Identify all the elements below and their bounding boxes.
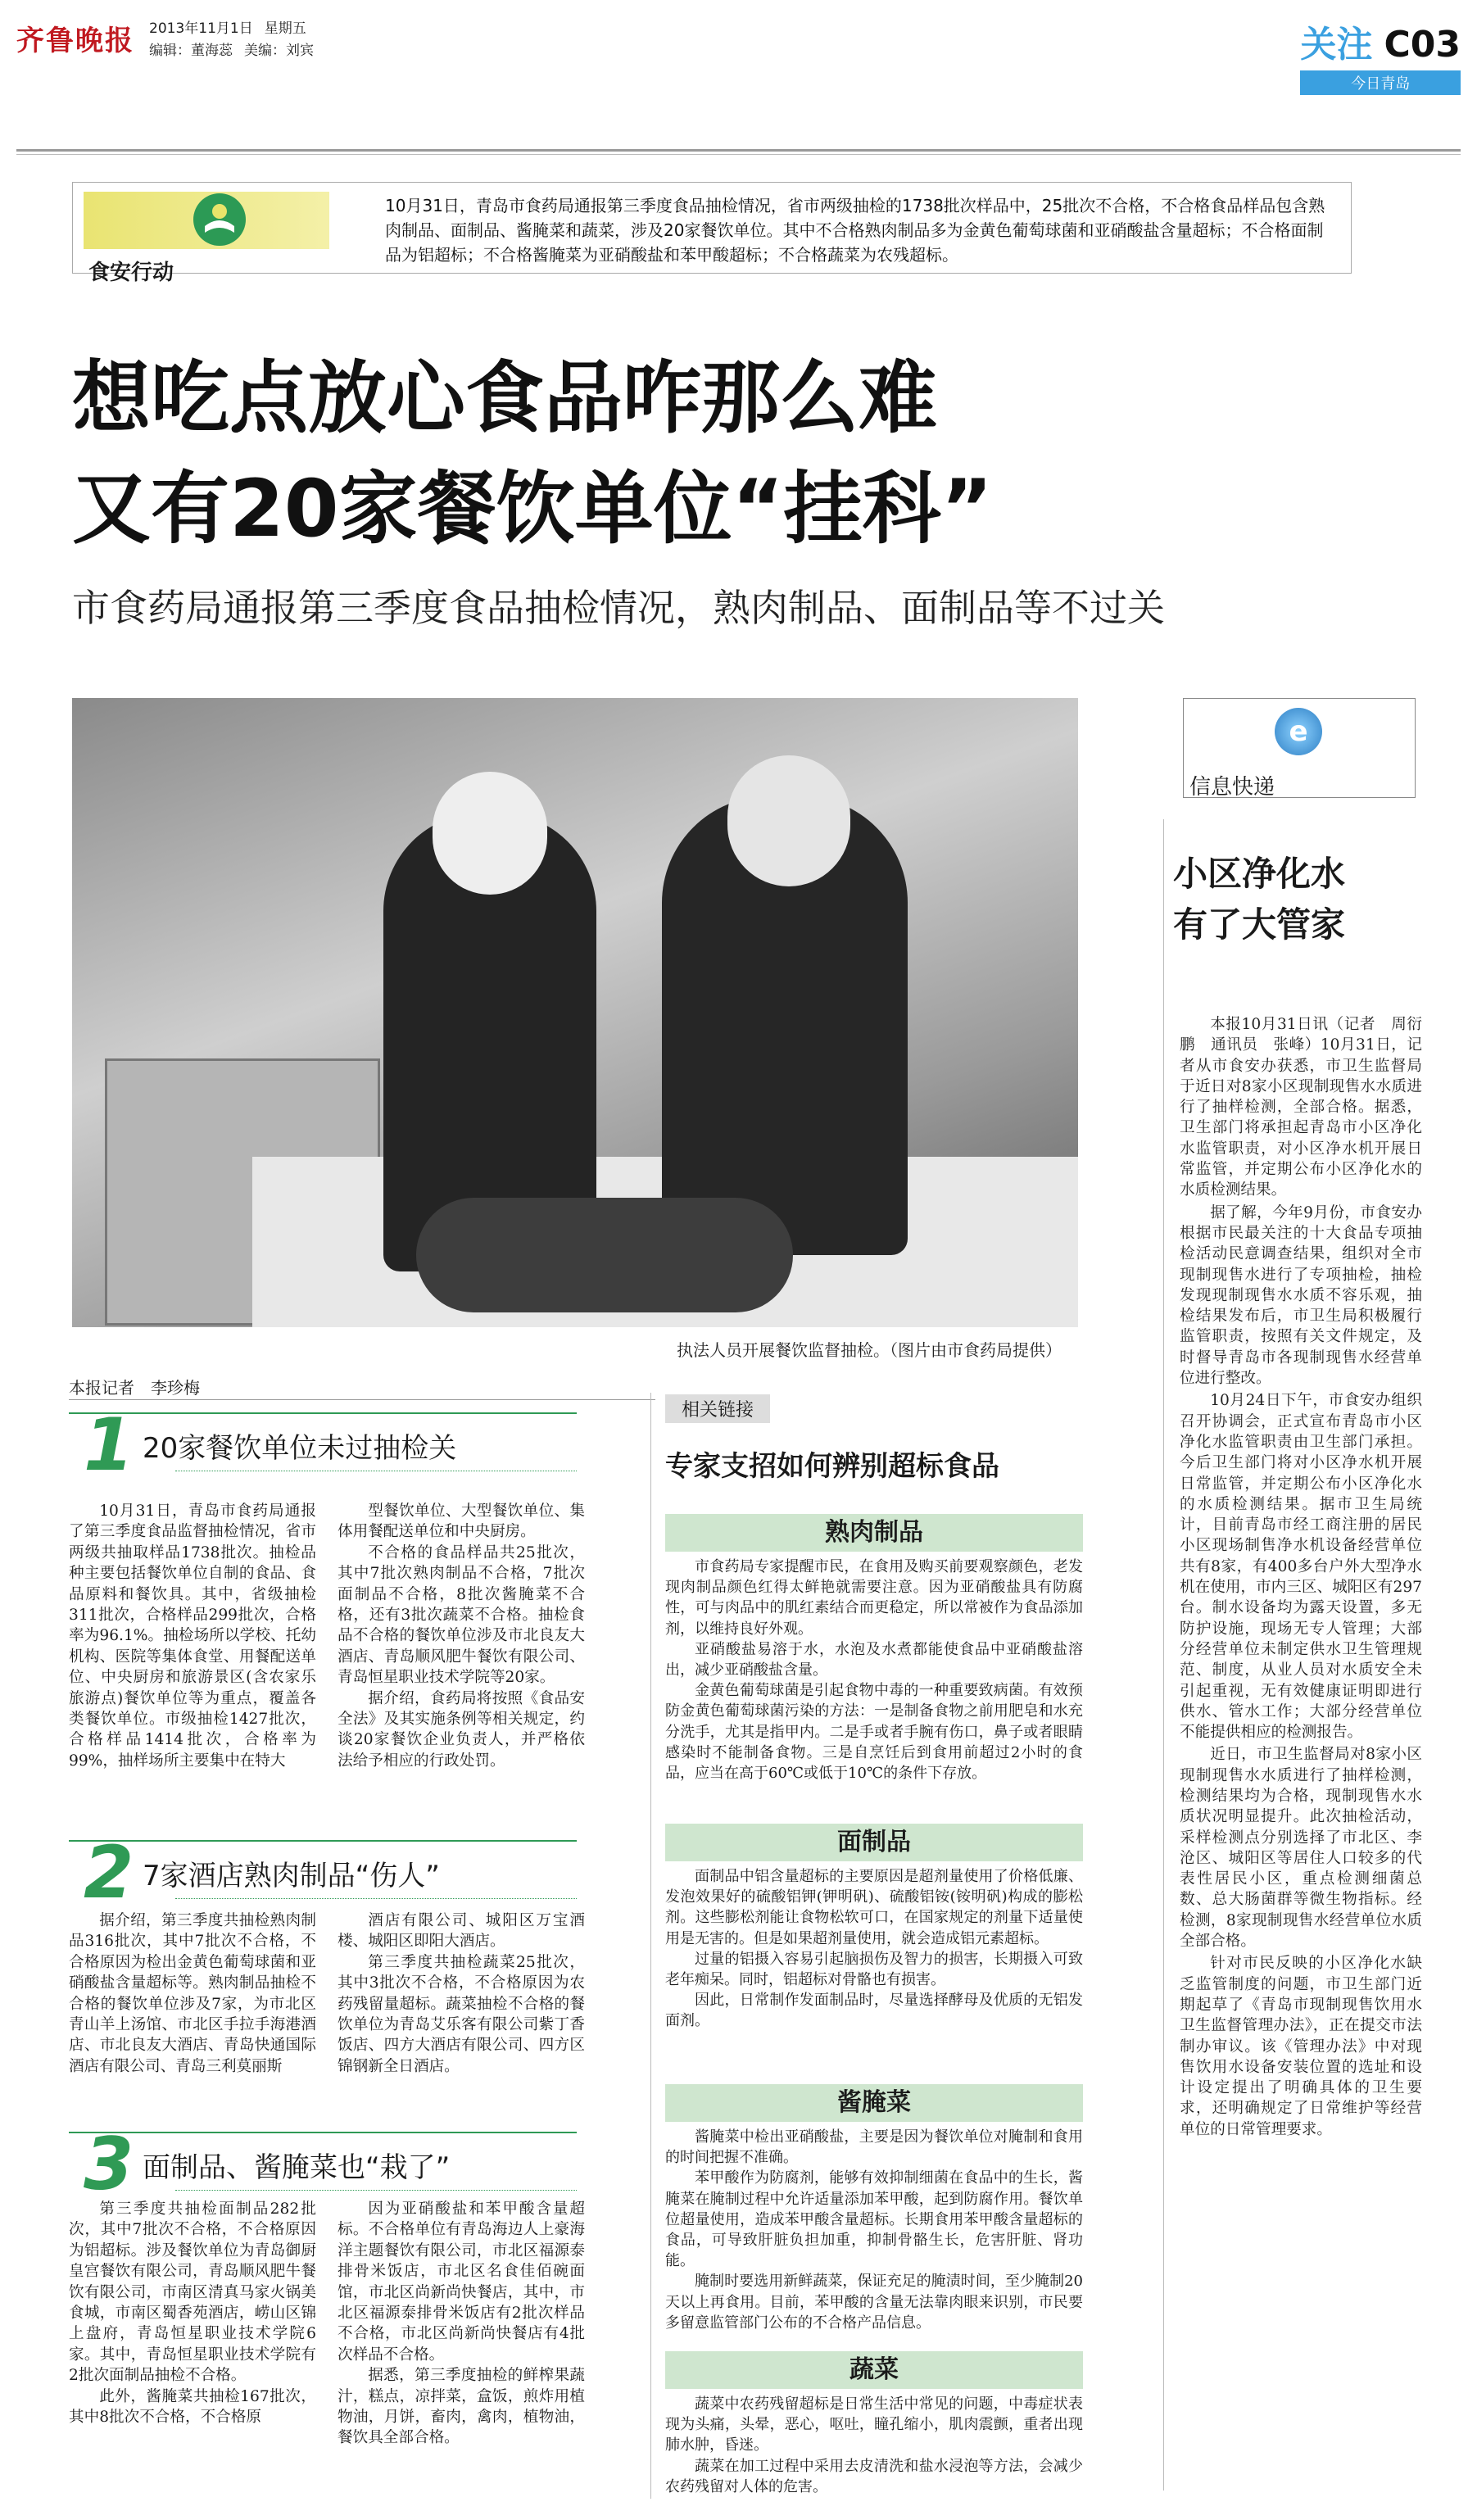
sidebar-paragraph: 针对市民反映的小区净化水缺乏监管制度的问题，市卫生部门近期起草了《青岛市现制现售饮用水卫生监督管理办法》，正在提交市法制办审议。该《管理办法》中对现售饮用水设备安装位置的选址和设计设定提出了明确具体的卫生要求，还明确规定了日常维护等经营单位的日常管理要求。 xyxy=(1180,1955,1422,2138)
section-3-col-1 xyxy=(69,2199,316,2427)
food-safety-label: 食安行动 xyxy=(88,261,174,285)
photo-inspector-right-cap xyxy=(727,755,850,886)
section-1-col-1 xyxy=(69,1501,316,1771)
article-paragraph: 酒店有限公司、城阳区万宝酒楼、城阳区即阳大酒店。 xyxy=(338,1912,585,1951)
masthead-info xyxy=(149,18,325,62)
food-safety-emblem-icon xyxy=(193,193,246,246)
article-paragraph: 第三季度共抽检蔬菜25批次，其中3批次不合格，不合格原因为农药残留量超标。蔬菜抽检不合格的餐饮单位为青岛艾乐客有限公司紫丁香饭店、四方大酒店有限公司、四方区锦钢新全日酒店。 xyxy=(338,1953,585,2075)
headline-line-1: 想吃点放心食品咋那么难 xyxy=(72,352,937,444)
tip-body-pickles xyxy=(665,2127,1083,2333)
page-code: C03 xyxy=(1384,24,1461,66)
section-rule xyxy=(69,2132,577,2133)
sidebar-paragraph: 近日，市卫生监督局对8家小区现制现售水水质进行了抽样检测，检测结果均为合格，现制现售水水质状况明显提升。此次抽检活动，采样检测点分别选择了市北区、李沧区、城阳区等居住人口较多的代表性居民小区，重点检测细菌总数、总大肠菌群等微生物指标。经检测，8家现制现售水经营单位水质全部合格。 xyxy=(1180,1746,1422,1951)
photo-vegetables xyxy=(416,1198,793,1312)
tip-paragraph: 亚硝酸盐易溶于水，水泡及水煮都能使食品中亚硝酸盐溶出，减少亚硝酸盐含量。 xyxy=(665,1640,1083,1679)
sidebar-title-line-2: 有了大管家 xyxy=(1173,904,1346,945)
article-paragraph: 型餐饮单位、大型餐饮单位、集体用餐配送单位和中央厨房。 xyxy=(338,1502,585,1541)
section-dotted-rule xyxy=(175,1898,577,1899)
article-paragraph: 此外，酱腌菜共抽检167批次，其中8批次不合格，不合格原 xyxy=(69,2387,316,2427)
sidebar-paragraph: 10月24日下午，市食安办组织召开协调会，正式宣布青岛市小区净化水监管职责由卫生部门承担。今后卫生部门将对小区净水机开展日常监管，并定期公布小区净化水的水质检测结果。据市卫生局统计，目前青岛市经工商注册的居民小区现场制售净水机设备经营单位共有8家，有400多台户外大型净水机在使用，市内三区、城阳区有297台。制水设备均为露天设置，多无防护设施，现场无专人管理；大部分经营单位未制定供水卫生管理规范、制度，从业人员对水质安全未引起重视，无有效健康证明即进行供水、管水工作；大部分经营单位不能提供相应的检测报告。 xyxy=(1180,1392,1422,1742)
article-paragraph: 第三季度共抽检面制品282批次，其中7批次不合格，不合格原因为铝超标。涉及餐饮单位为青岛御厨皇宫餐饮有限公司，青岛顺风肥牛餐饮有限公司，市南区清真马家火锅美食城，市南区蜀香苑酒店，崂山区锦上盘府，青岛恒星职业技术学院6家。其中，青岛恒星职业技术学院有2批次面制品抽检不合格。 xyxy=(69,2200,316,2385)
section-3-header xyxy=(69,2122,577,2206)
sidebar-body xyxy=(1180,1014,1422,2142)
tip-body-meat xyxy=(665,1557,1083,1783)
section-1-col-2 xyxy=(338,1501,585,1771)
sidebar-paragraph: 本报10月31日讯（记者 周衍鹏 通讯员 张峰）10月31日，记者从市食安办获悉，市卫生监督局于近日对8家小区现制现售水水质进行了抽样检测，全部合格。据悉，卫生部门将承担起青岛市小区净化水监管职责，对小区净水机开展日常监管，并定期公布小区净化水的水质检测结果。 xyxy=(1180,1016,1422,1199)
newspaper-logo: 齐鲁晚报 xyxy=(16,25,134,57)
subheadline: 市食药局通报第三季度食品抽检情况，熟肉制品、面制品等不过关 xyxy=(72,586,1165,630)
article-paragraph: 10月31日，青岛市食药局通报了第三季度食品监督抽检情况，省市两级共抽取样品1738批次。抽检品种主要包括餐饮单位自制的食品、食品原料和餐饮具。其中，省级抽检311批次，合格样品299批次，合格率为96.1%。抽检场所以学校、托幼机构、医院等集体食堂、用餐配送单位、中央厨房和旅游景区(含农家乐旅游点)餐饮单位等为重点，覆盖各类餐饮单位。市级抽检1427批次，合格样品1414批次，合格率为99%，抽样场所主要集中在特大 xyxy=(69,1502,316,1770)
tip-paragraph: 面制品中铝含量超标的主要原因是超剂量使用了价格低廉、发泡效果好的硫酸铝钾(钾明矾)、硫酸铝铵(铵明矾)构成的膨松剂。这些膨松剂能让食物松软可口，在国家规定的剂量下适量使用是无害的。但是如果超剂量使用，就会造成铝元素超标。 xyxy=(665,1868,1083,1947)
tip-heading-flour: 面制品 xyxy=(665,1824,1083,1861)
section-rule xyxy=(69,1840,577,1842)
reporter-byline: 本报记者 李珍梅 xyxy=(69,1378,200,1398)
section-title: 20家餐饮单位未过抽检关 xyxy=(143,1432,457,1465)
info-express-label: 信息快递 xyxy=(1189,775,1275,800)
article-paragraph: 因为亚硝酸盐和苯甲酸含量超标。不合格单位有青岛海边人上豪海洋主题餐饮有限公司，市北区福源泰排骨米饭店，市北区名食佳佰碗面馆，市北区尚新尚快餐店，其中，市北区福源泰排骨米饭店有2批次样品不合格，市北区尚新尚快餐店有4批次样品不合格。 xyxy=(338,2200,585,2364)
tip-body-flour xyxy=(665,1866,1083,2032)
photo-caption: 执法人员开展餐饮监督抽检。（图片由市食药局提供） xyxy=(677,1340,1062,1360)
tip-paragraph: 金黄色葡萄球菌是引起食物中毒的一种重要致病菌。有效预防金黄色葡萄球菌污染的方法：一是制备食物之前用肥皂和水充分洗手，尤其是指甲内。二是手或者手腕有伤口，鼻子或者眼睛感染时不能制备食物。三是自烹饪后到食用前超过2小时的食品，应当在高于60℃或低于10℃的条件下存放。 xyxy=(665,1682,1083,1783)
article-paragraph: 据介绍，食药局将按照《食品安全法》及其实施条例等相关规定，约谈20家餐饮企业负责人，并严格依法给予相应的行政处罚。 xyxy=(338,1689,585,1770)
issue-date: 2013年11月1日 xyxy=(149,20,253,37)
info-e-icon: e xyxy=(1275,708,1322,755)
section-title: 关注 xyxy=(1300,24,1373,66)
editor-credit: 编辑：董海蕊 xyxy=(149,43,233,59)
section-number: 2 xyxy=(84,1830,134,1915)
issue-weekday: 星期五 xyxy=(264,20,306,37)
tip-heading-meat: 熟肉制品 xyxy=(665,1514,1083,1552)
article-paragraph: 据悉，第三季度抽检的鲜榨果蔬汁，糕点，凉拌菜，盒饭，煎炸用植物油，月饼，畜肉，禽肉，植物油，餐饮具全部合格。 xyxy=(338,2367,585,2447)
summary-text: 10月31日，青岛市食药局通报第三季度食品抽检情况，省市两级抽检的1738批次样品中，25批次不合格，不合格食品样品包含熟肉制品、面制品、酱腌菜和蔬菜，涉及20家餐饮单位。其中不合格熟肉制品多为金黄色葡萄球菌和亚硝酸盐含量超标；不合格面制品为铝超标；不合格酱腌菜为亚硝酸盐和苯甲酸超标；不合格蔬菜为农残超标。 xyxy=(385,196,1325,265)
tip-paragraph: 腌制时要选用新鲜蔬菜，保证充足的腌渍时间，至少腌制20天以上再食用。目前，苯甲酸的含量无法靠肉眼来识别，市民要多留意监管部门公布的不合格产品信息。 xyxy=(665,2273,1083,2332)
photo-inspector-left-cap xyxy=(433,772,547,895)
section-title: 面制品、酱腌菜也“栽了” xyxy=(143,2151,451,2184)
byline-rule xyxy=(69,1399,655,1400)
section-2-header xyxy=(69,1830,577,1915)
tip-paragraph: 蔬菜在加工过程中采用去皮清洗和盐水浸泡等方法，会减少农药残留对人体的危害。 xyxy=(665,2457,1083,2495)
related-link-label: 相关链接 xyxy=(665,1394,770,1423)
tip-paragraph: 酱腌菜中检出亚硝酸盐，主要是因为餐饮单位对腌制和食用的时间把握不准确。 xyxy=(665,2128,1083,2167)
tip-body-vegetables xyxy=(665,2394,1083,2497)
section-rule xyxy=(69,1412,577,1414)
section-number: 3 xyxy=(84,2122,134,2206)
sidebar-title xyxy=(1173,849,1419,950)
inspection-photo xyxy=(72,698,1078,1327)
section-subtitle: 今日青岛 xyxy=(1300,70,1461,95)
tip-paragraph: 苯甲酸作为防腐剂，能够有效抑制细菌在食品中的生长，酱腌菜在腌制过程中允许适量添加苯甲酸，起到防腐作用。餐饮单位超量使用，造成苯甲酸含量超标。长期食用苯甲酸含量超标的食品，可导致肝脏负担加重，抑制骨骼生长，危害肝脏、肾功能。 xyxy=(665,2169,1083,2270)
section-dotted-rule xyxy=(175,2190,577,2191)
tip-paragraph: 过量的铝摄入容易引起脑损伤及智力的损害，长期摄入可致老年痴呆。同时，铝超标对骨骼也有损害。 xyxy=(665,1950,1083,1989)
tip-heading-vegetables: 蔬菜 xyxy=(665,2351,1083,2389)
section-2-col-1 xyxy=(69,1910,316,2077)
related-divider xyxy=(650,1393,651,2499)
section-2-col-2 xyxy=(338,1910,585,2077)
sidebar-title-line-1: 小区净化水 xyxy=(1173,854,1346,894)
top-rule xyxy=(16,149,1461,152)
tip-paragraph: 因此，日常制作发面制品时，尽量选择酵母及优质的无铝发面剂。 xyxy=(665,1992,1083,2030)
section-3-col-2 xyxy=(338,2199,585,2449)
sidebar-paragraph: 据了解，今年9月份，市食安办根据市民最关注的十大食品专项抽检活动民意调查结果，组织对全市现制现售水进行了专项抽检，抽检发现现制现售水水质不容乐观，抽检结果发布后，市卫生局积极履行监管职责，按照有关文件规定，及时督导青岛市各现制现售水经营单位进行整改。 xyxy=(1180,1203,1422,1388)
headline-line-2: 又有20家餐饮单位“挂科” xyxy=(72,463,993,555)
section-number: 1 xyxy=(84,1403,134,1487)
section-1-header xyxy=(69,1403,577,1487)
sidebar-divider xyxy=(1163,819,1164,2491)
tip-paragraph: 蔬菜中农药残留超标是日常生活中常见的问题，中毒症状表现为头痛，头晕，恶心，呕吐，瞳孔缩小，肌肉震颤，重者出现肺水肿，昏迷。 xyxy=(665,2395,1083,2454)
top-rule-thin xyxy=(16,154,1461,155)
section-banner xyxy=(1300,15,1461,95)
tip-heading-pickles: 酱腌菜 xyxy=(665,2084,1083,2122)
tip-paragraph: 市食药局专家提醒市民，在食用及购买前要观察颜色，老发现肉制品颜色红得太鲜艳就需要注意。因为亚硝酸盐具有防腐性，可与肉品中的肌红素结合而更稳定，所以常被作为食品添加剂，以维持良好外观。 xyxy=(665,1558,1083,1638)
article-paragraph: 据介绍，第三季度共抽检熟肉制品316批次，其中7批次不合格，不合格原因为检出金黄色葡萄球菌和亚硝酸盐含量超标等。熟肉制品抽检不合格的餐饮单位涉及7家，为市北区青山羊上汤馆、市北区手拉手海港酒店、市北良友大酒店、青岛快通国际酒店有限公司、青岛三利莫丽斯 xyxy=(69,1912,316,2075)
related-link-title: 专家支招如何辨别超标食品 xyxy=(665,1450,999,1483)
article-paragraph: 不合格的食品样品共25批次，其中7批次熟肉制品不合格，7批次面制品不合格，8批次酱腌菜不合格，还有3批次蔬菜不合格。抽检食品不合格的餐饮单位涉及市北良友大酒店、青岛顺风肥牛餐饮有限公司、青岛恒星职业技术学院等20家。 xyxy=(338,1543,585,1687)
section-title: 7家酒店熟肉制品“伤人” xyxy=(143,1860,440,1892)
designer-credit: 美编：刘宾 xyxy=(244,43,314,59)
